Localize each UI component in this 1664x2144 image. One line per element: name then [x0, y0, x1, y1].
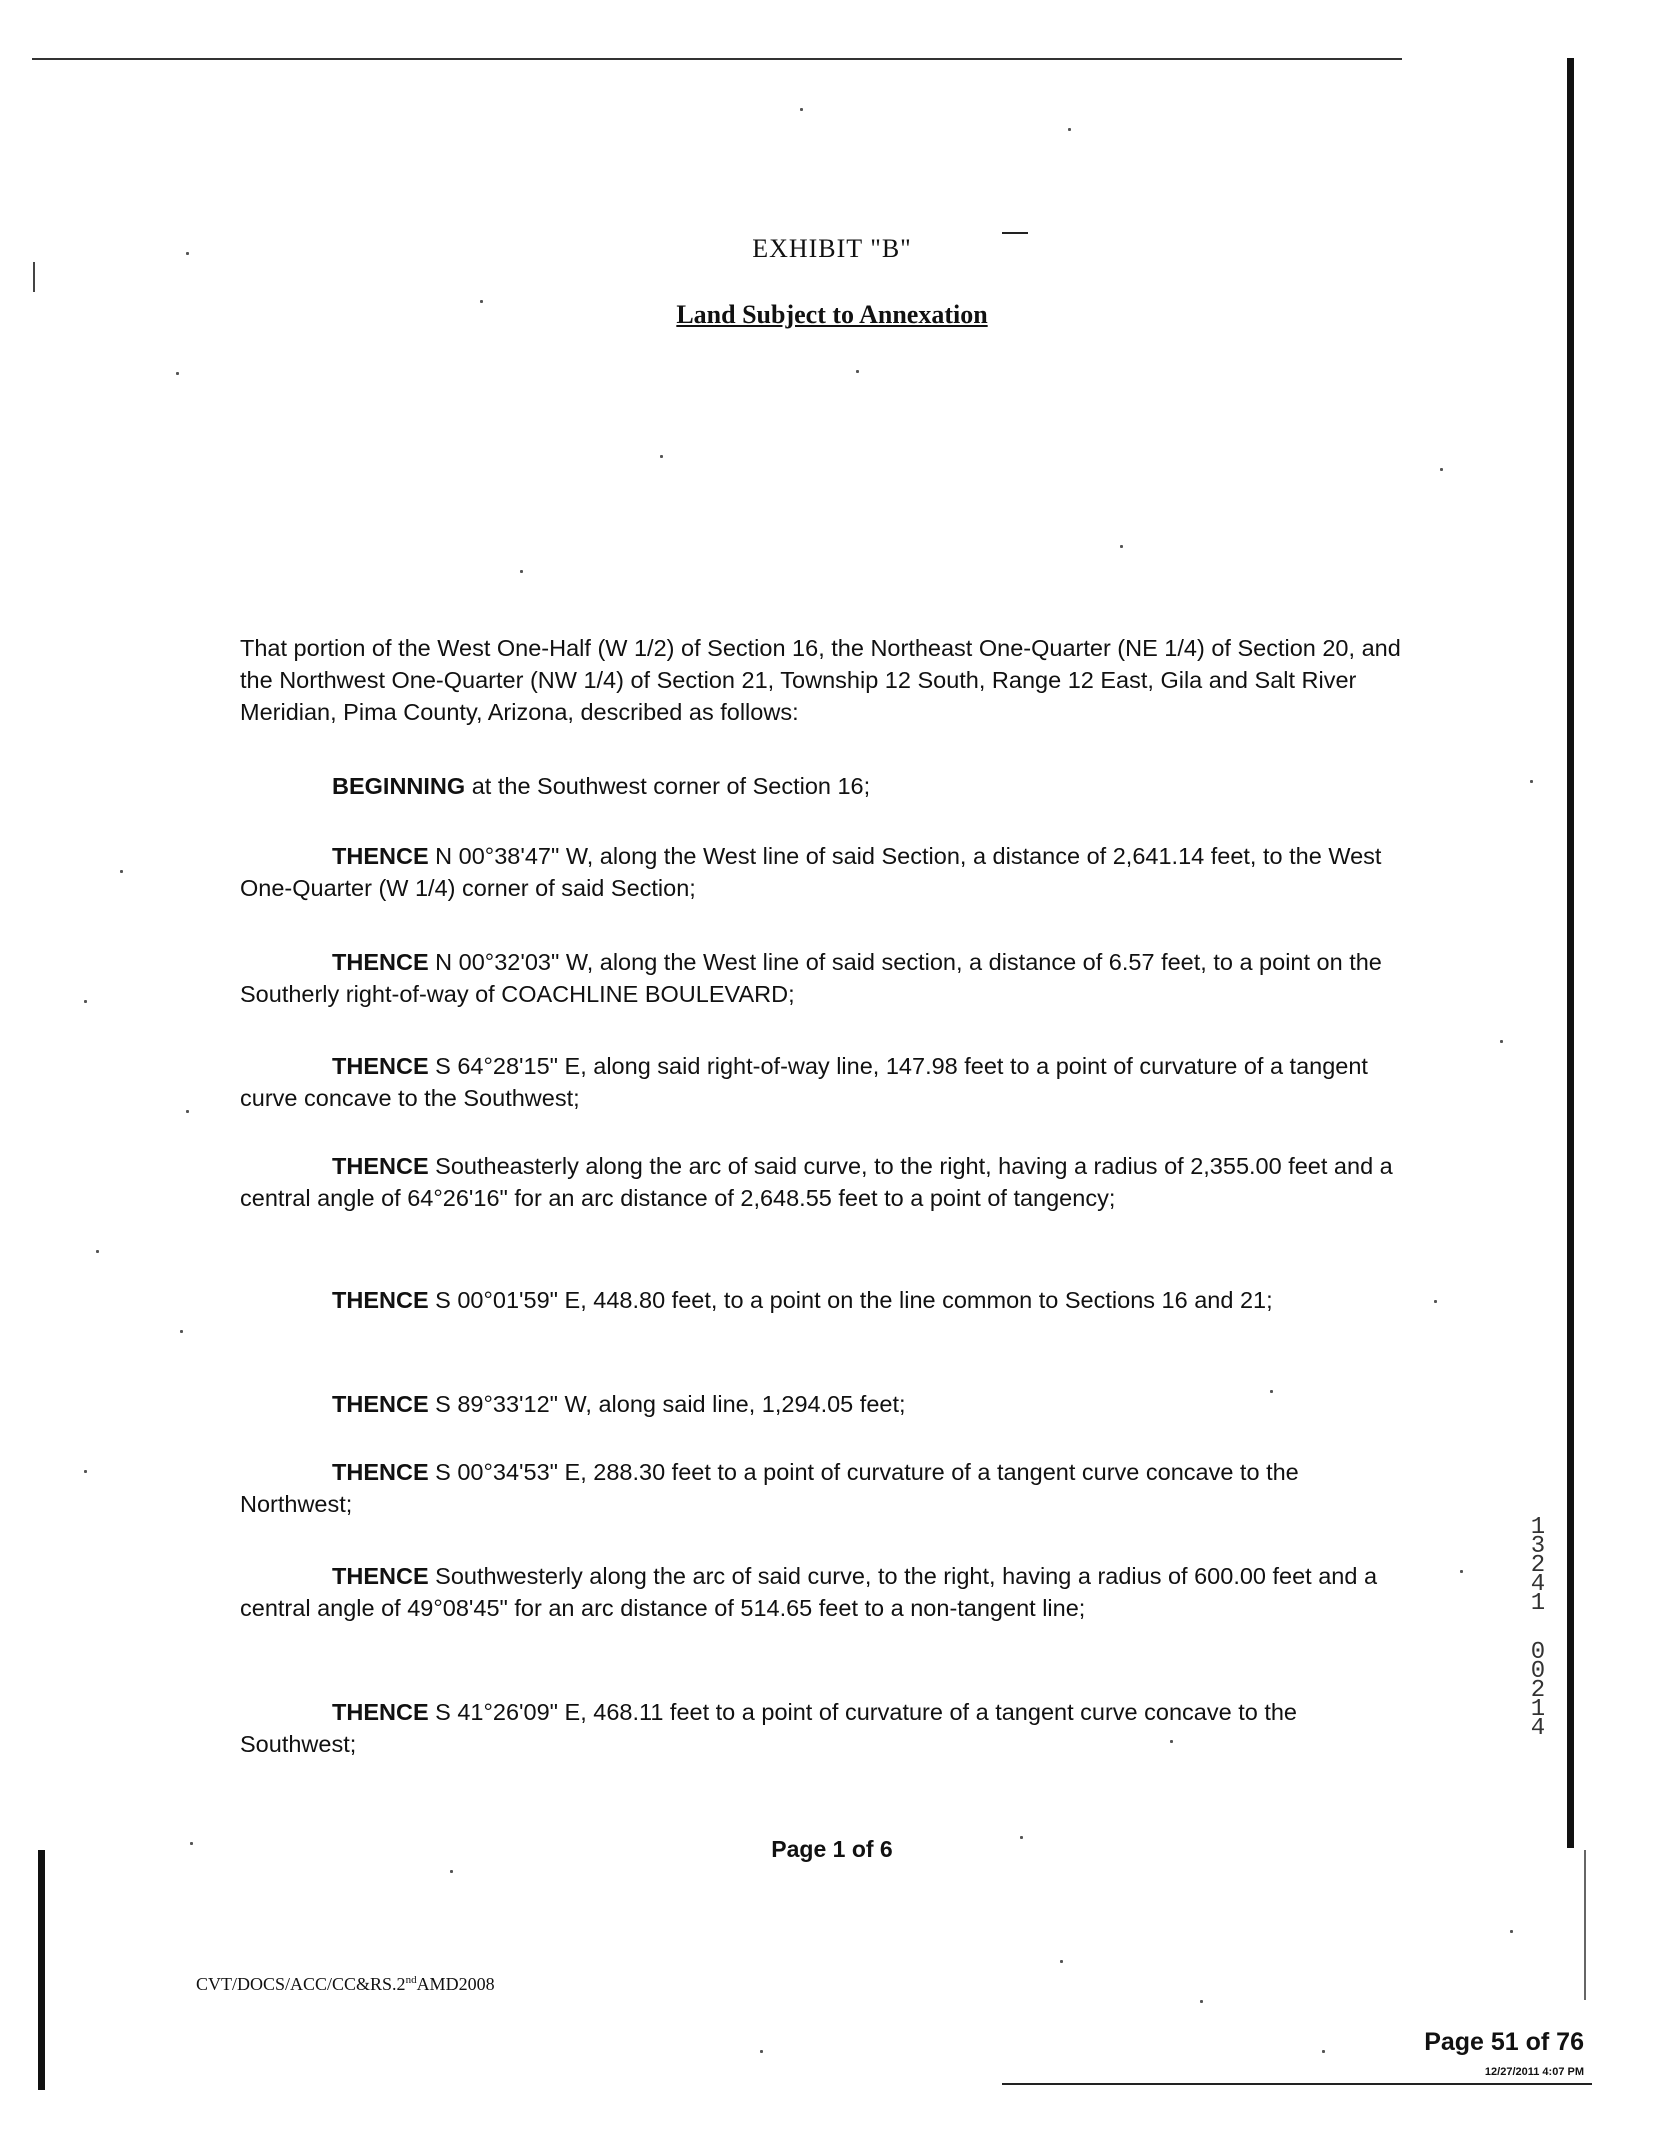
call-paragraph — [240, 1150, 1415, 1214]
call-paragraph — [240, 770, 1415, 802]
call-lead: BEGINNING — [332, 773, 466, 799]
side-filing-number — [1520, 1514, 1556, 1742]
call-lead: THENCE — [332, 1053, 429, 1079]
scan-speck — [186, 252, 189, 255]
scan-speck — [1068, 128, 1071, 131]
scan-speck — [180, 1330, 183, 1333]
call-paragraph — [240, 840, 1415, 904]
page-subtitle: Land Subject to Annexation — [676, 300, 988, 329]
side-digit: 1 — [1530, 1696, 1546, 1723]
call-text: S 00°34'53" E, 288.30 feet to a point of curvature of a tangent curve concave to the Northwest; — [240, 1459, 1299, 1517]
call-text: S 64°28'15" E, along said right-of-way line, 147.98 feet to a point of curvature of a tangent curve concave to the Southwest; — [240, 1053, 1368, 1111]
scan-speck — [480, 300, 483, 303]
call-text: S 89°33'12" W, along said line, 1,294.05 feet; — [428, 1391, 906, 1417]
scan-speck — [1434, 1300, 1437, 1303]
scan-speck — [520, 570, 523, 573]
scan-speck — [450, 1870, 453, 1873]
call-lead: THENCE — [332, 1563, 429, 1589]
left-scan-bar — [38, 1850, 45, 2090]
call-lead: THENCE — [332, 843, 429, 869]
intro-text: That portion of the West One-Half (W 1/2) of Section 16, the Northeast One-Quarter (NE 1/4) of Section 20, and the Northwest One-Quarter (NW 1/4) of Section 21, Township 12 South, Range 12 East, Gila and Salt River Meridian, Pima County, Arizona, described as follows: — [240, 635, 1401, 725]
scan-speck — [1200, 2000, 1203, 2003]
scan-speck — [1170, 1740, 1173, 1743]
call-paragraph — [240, 1284, 1415, 1316]
call-lead: THENCE — [332, 1699, 429, 1725]
exhibit-title: EXHIBIT "B" — [752, 234, 912, 263]
scan-speck — [1120, 545, 1123, 548]
call-text: S 00°01'59" E, 448.80 feet, to a point on the line common to Sections 16 and 21; — [428, 1287, 1273, 1313]
side-digit: 2 — [1530, 1677, 1546, 1704]
scan-speck — [760, 2050, 763, 2053]
call-text: Southwesterly along the arc of said curve, to the right, having a radius of 600.00 feet and a central angle of 49°08'45" for an arc distance of 514.65 feet to a non-tangent line; — [240, 1563, 1378, 1621]
left-scan-tick — [33, 262, 35, 292]
call-lead: THENCE — [332, 1459, 429, 1485]
scan-speck — [190, 1842, 193, 1845]
scan-speck — [1020, 1836, 1023, 1839]
scan-speck — [176, 372, 179, 375]
scan-speck — [84, 1470, 87, 1473]
scan-speck — [1500, 1040, 1503, 1043]
call-text: Southeasterly along the arc of said curve, to the right, having a radius of 2,355.00 feet and a central angle of 64°26'16" for an arc distance of 2,648.55 feet to a point of tangency; — [240, 1153, 1393, 1211]
call-lead: THENCE — [332, 949, 429, 975]
exhibit-dash — [1002, 232, 1028, 234]
scan-speck — [660, 455, 663, 458]
scan-speck — [1530, 780, 1533, 783]
scan-speck — [120, 870, 123, 873]
scan-speck — [1510, 1930, 1513, 1933]
docref-pre: CVT/DOCS/ACC/CC&RS.2 — [196, 1974, 406, 1994]
intro-paragraph — [240, 632, 1415, 728]
scan-speck — [1460, 1570, 1463, 1573]
page-number: Page 1 of 6 — [771, 1836, 893, 1862]
side-digit: 0 — [1530, 1639, 1546, 1666]
stamp-page-number: Page 51 of 76 — [1424, 2028, 1584, 2056]
call-paragraph — [240, 1388, 1415, 1420]
side-digit: 1 — [1530, 1590, 1546, 1617]
docref-post: AMD2008 — [416, 1974, 495, 1994]
scan-speck — [1322, 2050, 1325, 2053]
call-text: N 00°38'47" W, along the West line of said Section, a distance of 2,641.14 feet, to the West One-Quarter (W 1/4) corner of said Section; — [240, 843, 1382, 901]
side-digit: 1 — [1530, 1514, 1546, 1541]
call-lead: THENCE — [332, 1391, 429, 1417]
docref-sup: nd — [405, 1974, 417, 1986]
scan-speck — [186, 1110, 189, 1113]
side-digit: 2 — [1530, 1552, 1546, 1579]
call-text: N 00°32'03" W, along the West line of said section, a distance of 6.57 feet, to a point on the Southerly right-of-way of COACHLINE BOULEVARD; — [240, 949, 1382, 1007]
side-digit: 4 — [1530, 1715, 1546, 1742]
call-paragraph — [240, 1560, 1415, 1624]
scan-speck — [96, 1250, 99, 1253]
call-paragraph — [240, 946, 1415, 1010]
call-text: at the Southwest corner of Section 16; — [465, 773, 871, 799]
call-lead: THENCE — [332, 1287, 429, 1313]
side-digit: 0 — [1530, 1658, 1546, 1685]
call-paragraph — [240, 1050, 1415, 1114]
document-reference — [196, 1974, 495, 1995]
scan-speck — [1440, 468, 1443, 471]
stamp-rule — [1002, 2083, 1592, 2085]
scan-speck — [856, 370, 859, 373]
scan-speck — [1060, 1960, 1063, 1963]
call-paragraph — [240, 1456, 1415, 1520]
scan-speck — [800, 108, 803, 111]
top-rule — [32, 58, 1402, 60]
side-digit: 4 — [1530, 1571, 1546, 1598]
call-text: S 41°26'09" E, 468.11 feet to a point of curvature of a tangent curve concave to the Southwest; — [240, 1699, 1297, 1757]
scan-speck — [84, 1000, 87, 1003]
scan-speck — [1270, 1390, 1273, 1393]
side-digit: 3 — [1530, 1533, 1546, 1560]
right-scan-bar-thin — [1584, 1850, 1586, 2000]
stamp-date: 12/27/2011 4:07 PM — [1484, 2066, 1584, 2078]
call-paragraph — [240, 1696, 1415, 1760]
call-lead: THENCE — [332, 1153, 429, 1179]
